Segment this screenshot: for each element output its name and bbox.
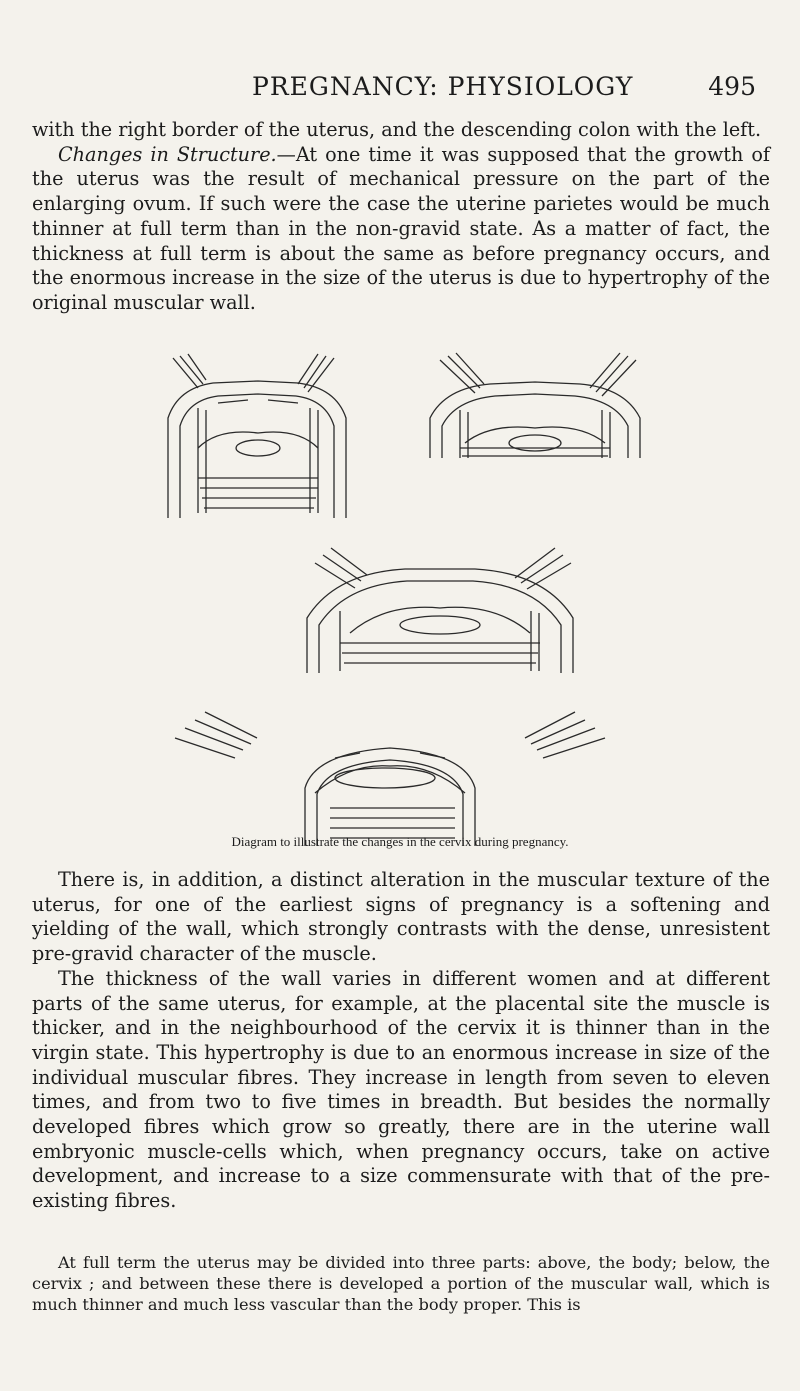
paragraph-5: At full term the uterus may be divided into three parts: above, the body; below, the cervix ; and between these there is developed a portion of the muscular wall, which is much thinner and much less vascular than the body proper. This is bbox=[32, 1253, 770, 1314]
paragraph-2-text: —At one time it was supposed that the growth of the uterus was the result of mechanical pressure on the part of the enlarging ovum. If such were the case the uterine parietes would be much thinner at full term than in the non-gravid state. As a matter of fact, the thickness at full term is about the same as before pregnancy occurs, and the enormous increase in the size of the uterus is due to hypertrophy of the original muscular wall. bbox=[32, 142, 770, 314]
paragraph-3: There is, in addition, a distinct alteration in the muscular texture of the uterus, for one of the earliest signs of pregnancy is a softening and yielding of the wall, which strongly contrasts with the dense, unresistent pre-gravid character of the muscle. bbox=[32, 868, 770, 966]
diagram-stage-2 bbox=[420, 348, 650, 523]
running-head bbox=[0, 72, 800, 108]
small-print-text bbox=[32, 1253, 770, 1315]
cervix-diagram bbox=[150, 348, 750, 848]
paragraph-1: with the right border of the uterus, and the descending colon with the left. bbox=[32, 118, 762, 141]
paragraph-4: The thickness of the wall varies in different women and at different parts of the same uterus, for example, at the placental site the muscle is thicker, and in the neighbourhood of the cervix it is thinner than in the virgin state. This hypertrophy is due to an enormous increase in size of the individual muscular fibres. They increase in length from seven to eleven times, and from two to five times in breadth. But besides the normally developed fibres which grow so greatly, there are in the uterine wall embryonic muscle-cells which, when pregnancy occurs, take on active development, and increase to a size commensurate with that of the pre-existing fibres. bbox=[32, 966, 770, 1213]
page-number: 495 bbox=[708, 72, 756, 101]
main-text bbox=[32, 868, 770, 1214]
diagram-stage-1 bbox=[158, 348, 358, 523]
section-heading: Changes in Structure. bbox=[58, 142, 277, 166]
diagram-stage-3 bbox=[295, 533, 585, 683]
intro-text bbox=[32, 118, 770, 316]
running-title: PREGNANCY: PHYSIOLOGY bbox=[252, 72, 634, 101]
figure-caption: Diagram to illustrate the changes in the cervix during pregnancy. bbox=[231, 834, 569, 849]
diagram-stage-4 bbox=[165, 698, 615, 848]
paragraph-2 bbox=[32, 143, 770, 316]
